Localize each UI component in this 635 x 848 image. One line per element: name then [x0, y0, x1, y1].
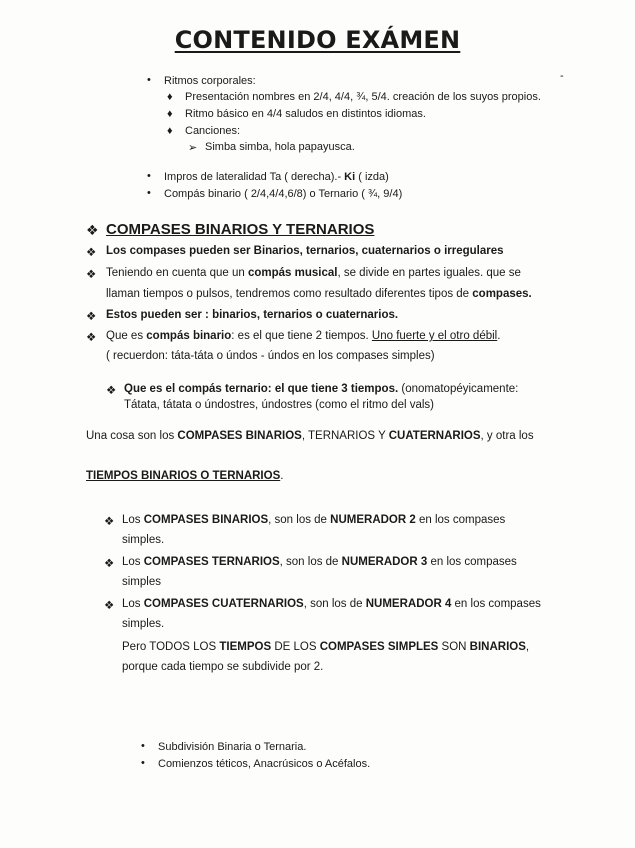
section-p2-cont: llaman tiempos o pulsos, tendremos como resultado diferentes tipos de compases. — [106, 288, 532, 300]
outline-ritmo-basico: Ritmo básico en 4/4 saludos en distintos idiomas. — [185, 108, 426, 120]
outline-simba: Simba simba, hola papayusca. — [205, 141, 355, 153]
page-title: CONTENIDO EXÁMEN — [174, 26, 461, 54]
diamond-bullet-icon: ❖ — [104, 600, 115, 612]
outline-presentacion: Presentación nombres en 2/4, 4/4, ¾, 5/4. creación de los suyos propios. — [185, 91, 541, 103]
section-p2: Teniendo en cuenta que un compás musical, se divide en partes iguales. que se — [106, 267, 521, 279]
footer-comienzos: Comienzos téticos, Anacrúsicos o Acéfalos. — [158, 758, 371, 770]
arrow-bullet-icon: ➢ — [188, 142, 198, 154]
section-p4: Que es compás binario: es el que tiene 2 tiempos. Uno fuerte y el otro débil. — [106, 330, 501, 342]
bullet-icon: • — [141, 740, 145, 752]
diamond-bullet-icon: ❖ — [104, 558, 115, 570]
section-p3: Estos pueden ser : binarios, ternarios o cuaternarios. — [106, 309, 399, 321]
diamond-bullet-icon: ❖ — [86, 311, 97, 323]
section-heading: COMPASES BINARIOS Y TERNARIOS — [106, 221, 375, 238]
stray-mark: - — [560, 70, 564, 82]
outline-compas: Compás binario ( 2/4,4/4,6/8) o Ternario ( ¾, 9/4) — [164, 188, 403, 200]
footer-subdivision: Subdivisión Binaria o Ternaria. — [158, 741, 307, 753]
bullet-icon: • — [141, 757, 145, 769]
rule-4-cont: porque cada tiempo se subdivide por 2. — [122, 661, 324, 673]
section-p7: TIEMPOS BINARIOS O TERNARIOS. — [86, 470, 284, 482]
diamond-bullet-icon: ♦ — [167, 125, 173, 137]
diamond-bullet-icon: ❖ — [86, 247, 97, 259]
diamond-bullet-icon: ❖ — [86, 222, 99, 238]
diamond-bullet-icon: ❖ — [86, 269, 97, 281]
bullet-icon: • — [147, 187, 151, 199]
rule-3-cont: simples. — [122, 618, 165, 630]
outline-impros: Impros de lateralidad Ta ( derecha).- Ki ( izda) — [164, 171, 389, 183]
rule-1: Los COMPASES BINARIOS, son los de NUMERADOR 2 en los compases — [122, 514, 506, 526]
rule-3: Los COMPASES CUATERNARIOS, son los de NUMERADOR 4 en los compases — [122, 598, 541, 610]
section-p4-note: ( recuerdon: táta-táta o úndos - úndos en los compases simples) — [106, 350, 435, 362]
diamond-bullet-icon: ❖ — [106, 385, 117, 397]
diamond-bullet-icon: ❖ — [104, 516, 115, 528]
outline-canciones: Canciones: — [185, 125, 241, 137]
diamond-bullet-icon: ♦ — [167, 91, 173, 103]
outline-ritmos: Ritmos corporales: — [164, 75, 256, 87]
bullet-icon: • — [147, 170, 151, 182]
rule-2: Los COMPASES TERNARIOS, son los de NUMERADOR 3 en los compases — [122, 556, 517, 568]
section-p5-cont: Tátata, tátata o úndostres, úndostres (como el ritmo del vals) — [124, 399, 435, 411]
bullet-icon: • — [147, 74, 151, 86]
diamond-bullet-icon: ♦ — [167, 108, 173, 120]
section-p6: Una cosa son los COMPASES BINARIOS, TERNARIOS Y CUATERNARIOS, y otra los — [86, 430, 534, 442]
diamond-bullet-icon: ❖ — [86, 332, 97, 344]
section-p5: Que es el compás ternario: el que tiene 3 tiempos. (onomatopéyicamente: — [124, 383, 519, 395]
rule-4: Pero TODOS LOS TIEMPOS DE LOS COMPASES SIMPLES SON BINARIOS, — [122, 641, 530, 653]
rule-2-cont: simples — [122, 576, 161, 588]
rule-1-cont: simples. — [122, 534, 165, 546]
section-p1: Los compases pueden ser Binarios, ternarios, cuaternarios o irregulares — [106, 245, 504, 257]
